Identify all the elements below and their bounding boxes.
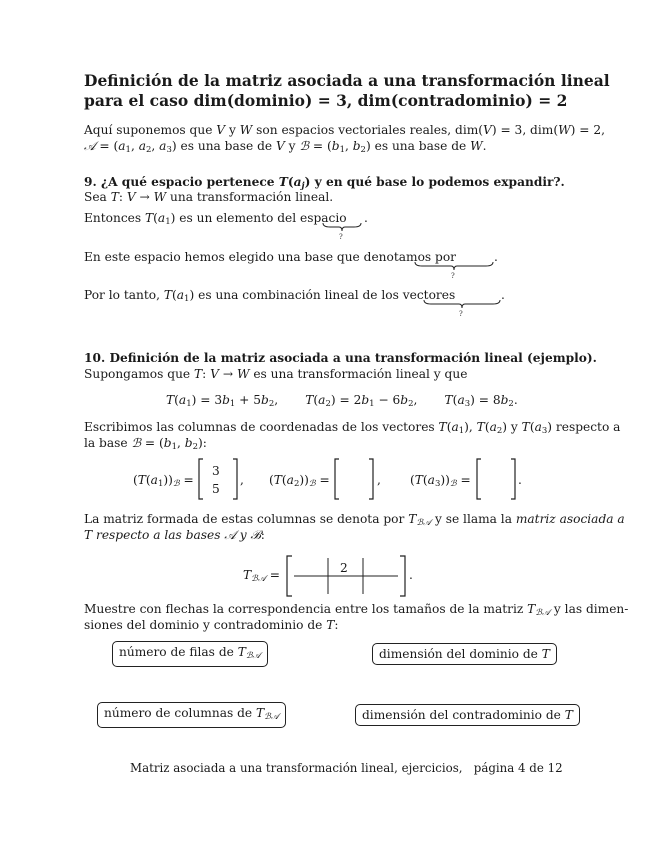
brace-vectors-blank [423, 299, 501, 309]
question-mark-3: ? [459, 310, 463, 318]
page-subtitle: para el caso dim(dominio) = 3, dim(contradominio) = 2 [84, 91, 568, 110]
intro-line-2: 𝒜 = ($a_1$, $a_2$, $a_3$) es una base de V y ℬ = ($b_1$, $b_2$) es una base de W. [84, 139, 487, 155]
section-10-supongamos: Supongamos que T: V → W es una transformación lineal y que [84, 367, 468, 381]
section-9-heading: 9. ¿A qué espacio pertenece T(aj) y en qué base lo podemos expandir?. [84, 175, 565, 191]
brace-space-blank [322, 222, 362, 232]
page-number: página 4 de 12 [473, 761, 563, 775]
matrix-entry: 2 [340, 561, 348, 575]
page-title: Definición de la matriz asociada a una transformación lineal [84, 71, 610, 90]
section-10-equations: $T(a_1) = 3b_1 + 5b_2$, $T(a_2) = 2b_1 - 6b_2$, $T(a_3) = 8b_2$. [166, 393, 518, 409]
section-10-muestre-1: Muestre con flechas la correspondencia entre los tamaños de la matriz Tℬ𝒜 y las dimen- [84, 602, 629, 618]
brace-basis-blank [414, 261, 494, 271]
page-footer: Matriz asociada a una transformación lineal, ejercicios, página 4 de 12 [130, 761, 563, 775]
coord-label-3: $(T(a_3))ℬ$ = [410, 473, 471, 489]
section-10-escribimos-1: Escribimos las columnas de coordenadas de los vectores $T(a_1)$, $T(a_2)$ y $T(a_3)$ respecto a [84, 420, 621, 436]
matrix-label: Tℬ𝒜 = [243, 568, 280, 584]
box-numero-filas[interactable]: número de filas de Tℬ𝒜 [112, 641, 268, 667]
section-9-entonces: Entonces $T(a_1)$ es un elemento del espacio [84, 211, 347, 227]
comma-1: , [240, 473, 244, 487]
section-10-matriz-2: T respecto a las bases 𝒜 y ℬ: [84, 528, 265, 542]
period-3: . [501, 288, 505, 302]
box-dimension-contradominio[interactable]: dimensión del contradominio de T [355, 704, 580, 726]
question-mark-1: ? [339, 233, 343, 241]
intro-line-1: Aquí suponemos que V y W son espacios vectoriales reales, dim(V) = 3, dim(W) = 2, [84, 123, 605, 137]
section-10-muestre-2: siones del dominio y contradominio de T: [84, 618, 339, 632]
period-1: . [364, 211, 368, 225]
question-mark-2: ? [451, 272, 455, 280]
box-dimension-dominio[interactable]: dimensión del dominio de T [372, 643, 557, 665]
column-1-entry-2: 5 [212, 482, 220, 496]
section-10-escribimos-2: la base ℬ = ($b_1$, $b_2$): [84, 436, 207, 452]
section-10-matriz-1: La matriz formada de estas columnas se denota por Tℬ𝒜 y se llama la matriz asociada a [84, 512, 625, 528]
box-numero-columnas[interactable]: número de columnas de Tℬ𝒜 [97, 702, 286, 728]
column-vector-3-blank [476, 458, 518, 500]
period-2: . [494, 250, 498, 264]
period-5: . [409, 568, 413, 582]
coord-label-2: $(T(a_2))ℬ$ = [269, 473, 330, 489]
comma-2: , [377, 473, 381, 487]
column-1-entry-1: 3 [212, 464, 220, 478]
section-9-sea: Sea T: V → W una transformación lineal. [84, 190, 334, 204]
section-9-base-line: En este espacio hemos elegido una base que denotamos por [84, 250, 456, 264]
column-vector-2-blank [334, 458, 376, 500]
section-10-heading: 10. Definición de la matriz asociada a una transformación lineal (ejemplo). [84, 351, 597, 365]
coord-label-1: $(T(a_1))ℬ$ = [133, 473, 194, 489]
period-4: . [518, 473, 522, 487]
section-9-por-tanto: Por lo tanto, $T(a_1)$ es una combinación lineal de los vectores [84, 288, 456, 304]
